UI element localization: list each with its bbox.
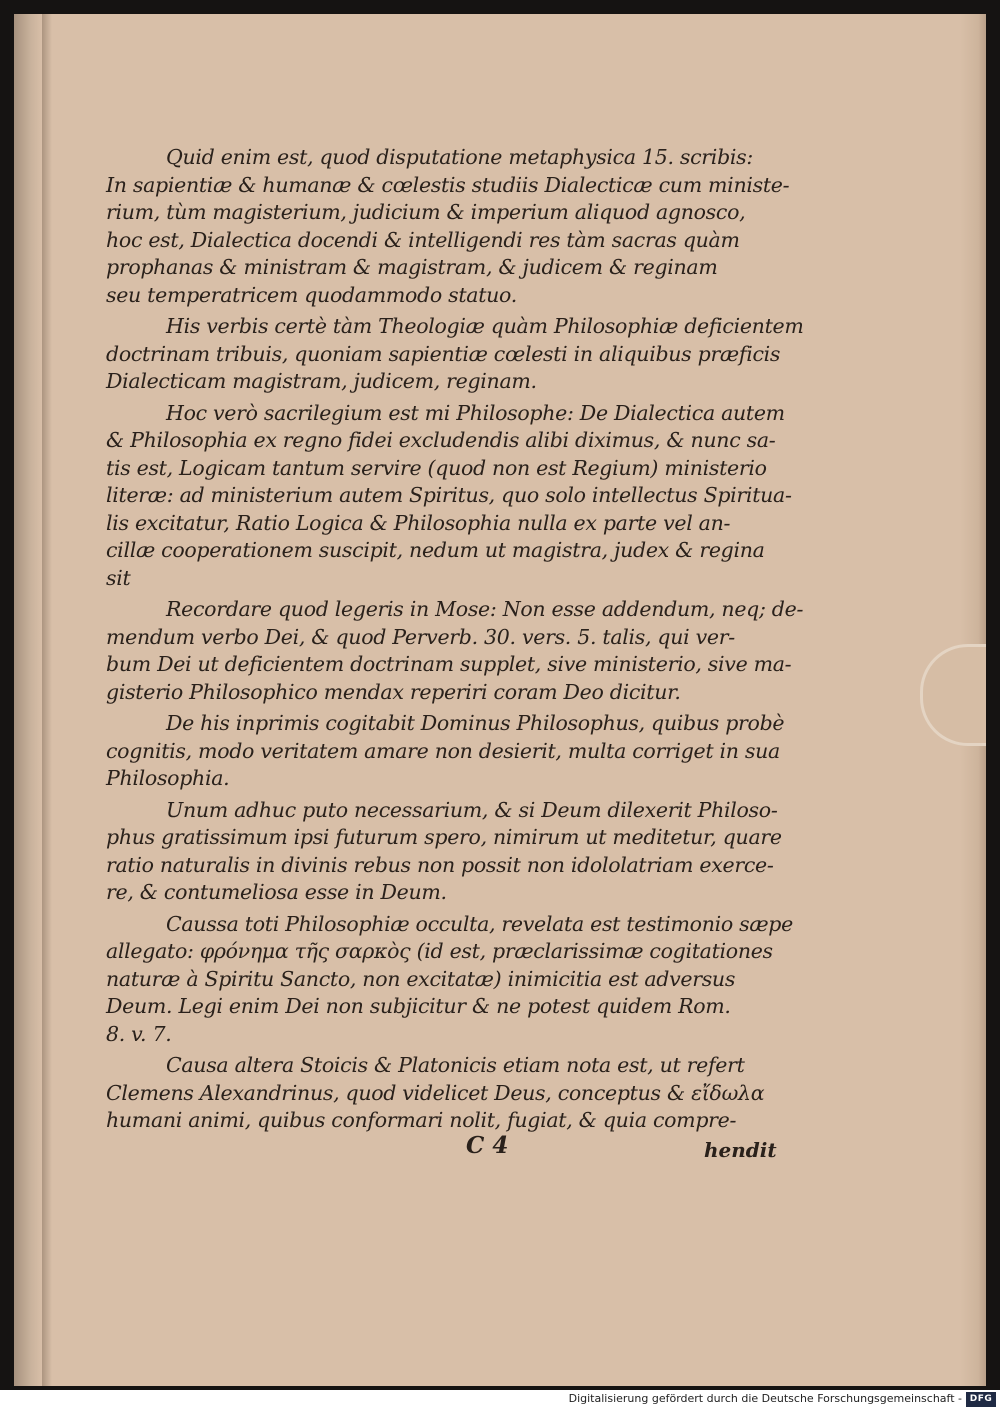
paragraph: [106, 710, 806, 793]
text-line: Hoc verò sacrilegium est mi Philosophe: De Dialectica autem: [166, 400, 785, 425]
text-line: naturæ à Spiritu Sancto, non excitatæ) inimicitia est adversus: [106, 966, 736, 991]
text-line: Caussa toti Philosophiæ occulta, revelata est testimonio sæpe: [166, 911, 793, 936]
text-line: 8. v. 7.: [106, 1021, 172, 1046]
text-line: sit: [106, 565, 131, 590]
text-line: ratio naturalis in divinis rebus non possit non idololatriam exerce-: [106, 852, 774, 877]
page-gutter: [14, 14, 42, 1386]
text-line: Causa altera Stoicis & Platonicis etiam nota est, ut refert: [166, 1053, 745, 1077]
paragraph: [106, 1052, 806, 1135]
text-line: cillæ cooperationem suscipit, nedum ut magistra, judex & regina: [106, 538, 765, 562]
text-line: re, & contumeliosa esse in Deum.: [106, 880, 447, 904]
paragraph: [106, 596, 806, 706]
paragraph: [106, 400, 806, 593]
catchword: hendit: [704, 1138, 777, 1162]
text-line: In sapientiæ & humanæ & cœlestis studiis Dialecticæ cum ministe-: [106, 172, 790, 197]
text-line: Unum adhuc puto necessarium, & si Deum dilexerit Philoso-: [166, 797, 778, 822]
text-line: Dialecticam magistram, judicem, reginam.: [106, 369, 537, 393]
text-line: rium, tùm magisterium, judicium & imperium aliquod agnosco,: [106, 200, 746, 224]
text-line: gisterio Philosophico mendax reperiri coram Deo dicitur.: [106, 679, 681, 704]
text-line: lis excitatur, Ratio Logica & Philosophia nulla ex parte vel an-: [106, 510, 731, 535]
text-line: & Philosophia ex regno fidei excludendis alibi diximus, & nunc sa-: [106, 428, 776, 452]
text-line: doctrinam tribuis, quoniam sapientiæ cœlesti in aliquibus præficis: [106, 341, 781, 366]
page-tab-marker: [920, 644, 986, 746]
paragraph: [106, 911, 806, 1049]
spine-shadow: [42, 14, 52, 1386]
paragraph: [106, 313, 806, 396]
text-line: cognitis, modo veritatem amare non desierit, multa corriget in sua: [106, 738, 780, 763]
text-line: bum Dei ut deficientem doctrinam supplet, sive ministerio, sive ma-: [106, 652, 792, 676]
book-page: [14, 14, 986, 1386]
text-line: Deum. Legi enim Dei non subjicitur & ne potest quidem Rom.: [106, 994, 731, 1018]
text-line: allegato: φρόνημα τῆς σαρκὸς (id est, præclarissimæ cogitationes: [106, 939, 773, 963]
text-line: Quid enim est, quod disputatione metaphysica 15. scribis:: [166, 145, 753, 169]
text-line: humani animi, quibus conformari nolit, fugiat, & quia compre-: [106, 1108, 737, 1132]
paragraph: [106, 797, 806, 907]
dfg-logo: DFG: [966, 1392, 996, 1407]
text-line: phus gratissimum ipsi futurum spero, nimirum ut meditetur, quare: [106, 825, 782, 849]
text-line: hoc est, Dialectica docendi & intelligendi res tàm sacras quàm: [106, 227, 740, 252]
text-line: literæ: ad ministerium autem Spiritus, quo solo intellectus Spiritua-: [106, 483, 792, 507]
text-line: tis est, Logicam tantum servire (quod non est Regium) ministerio: [106, 455, 767, 480]
signature-mark: C 4: [466, 1132, 509, 1159]
paragraph: [106, 144, 806, 309]
text-line: Philosophia.: [106, 766, 230, 790]
text-line: De his inprimis cogitabit Dominus Philosophus, quibus probè: [166, 711, 785, 735]
text-line: Clemens Alexandrinus, quod videlicet Deus, conceptus & εἴδωλα: [106, 1080, 765, 1105]
body-text: [106, 144, 806, 1139]
text-line: His verbis certè tàm Theologiæ quàm Philosophiæ deficientem: [166, 314, 804, 338]
footer-bar: [0, 1390, 1000, 1410]
text-line: mendum verbo Dei, & quod Perverb. 30. vers. 5. talis, qui ver-: [106, 624, 735, 649]
text-line: prophanas & ministram & magistram, & judicem & reginam: [106, 255, 718, 279]
text-line: Recordare quod legeris in Mose: Non esse addendum, neq; de-: [166, 597, 804, 621]
funding-notice: Digitalisierung gefördert durch die Deutsche Forschungsgemeinschaft -: [568, 1392, 962, 1405]
text-line: seu temperatricem quodammodo statuo.: [106, 282, 517, 307]
